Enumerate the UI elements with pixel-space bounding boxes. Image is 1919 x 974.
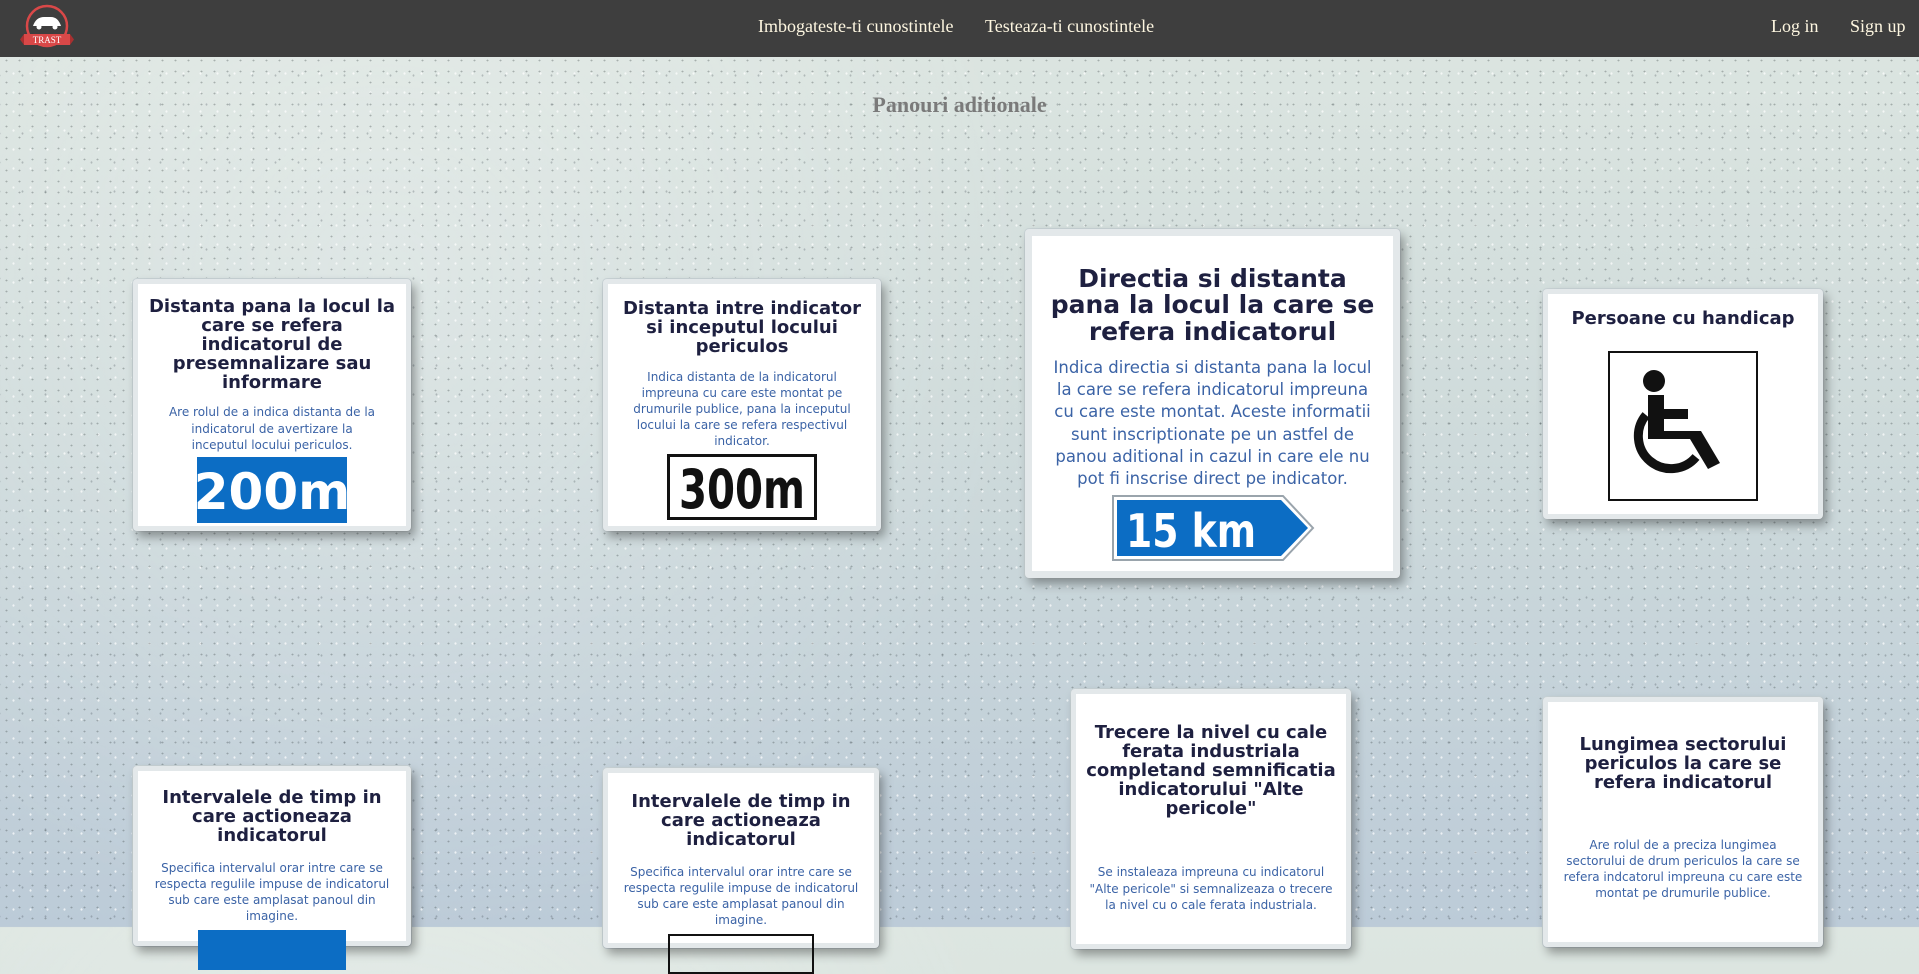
login-link[interactable]: Log in — [1771, 16, 1819, 36]
page-title: Panouri aditionale — [872, 92, 1047, 117]
card-description: Are rolul de a indica distanta de la indicatorul de avertizare la inceputul locului periculos. — [168, 405, 376, 452]
direction-distance-sign-image — [1111, 494, 1315, 562]
time-interval-sign-image — [668, 934, 814, 974]
card-title: Intervalele de timp in care actioneaza indicatorul — [631, 791, 851, 850]
card-description: Are rolul de a preciza lungimea sectorului de drum periculos la care se refera indcatorul impreuna cu care este montat pe drumurile publice. — [1563, 837, 1803, 901]
card-description: Specifica intervalul orar intre care se respecta regulile impuse de indicatorul sub care este amplasat panoul din imagine. — [623, 864, 859, 928]
card-title: Distanta pana la locul la care se refera indicatorul de presemnalizare sau informare — [148, 296, 396, 393]
distance-sign-image — [193, 457, 351, 523]
sign-card[interactable] — [1543, 697, 1823, 947]
signup-link[interactable]: Sign up — [1850, 16, 1906, 36]
card-title: Distanta intre indicator si inceputul locului periculos — [622, 298, 862, 357]
card-title: Trecere la nivel cu cale ferata industriala completand semnificatia indicatorului "Alte pericole" — [1086, 722, 1336, 819]
card-title: Directia si distanta pana la locul la care se refera indicatorul — [1050, 264, 1375, 346]
card-title: Lungimea sectorului periculos la care se refera indicatorul — [1579, 734, 1787, 793]
card-title: Intervalele de timp in care actioneaza indicatorul — [162, 787, 382, 846]
sign-card[interactable] — [1071, 689, 1351, 949]
sign-card[interactable] — [1025, 229, 1400, 578]
car-logo-icon[interactable] — [20, 4, 74, 50]
card-description: Se instaleaza impreuna cu indicatorul "Alte pericole" si semnalizeaza o trecere la nivel cu o cale ferata industriala. — [1089, 865, 1333, 912]
wheelchair-sign-image — [1608, 351, 1758, 501]
card-description: Indica directia si distanta pana la locul la care se refera indicatorul impreuna cu care este montat. Aceste informatii sunt inscriptionate pe un astfel de panou aditional in cazul in care ele nu pot fi inscrise direct pe indicator. — [1053, 357, 1372, 489]
sign-card[interactable] — [1543, 289, 1823, 519]
card-description: Indica distanta de la indicatorul impreuna cu care este montat pe drumurile publice, pana la inceputul locului la care se refera respectivul indicator. — [633, 369, 851, 449]
svg-text:15 km: 15 km — [1125, 504, 1256, 559]
sign-card[interactable] — [603, 768, 879, 948]
nav-link-learn[interactable]: Imbogateste-ti cunostintele — [758, 16, 954, 36]
distance-sign-image — [667, 454, 817, 520]
sign-card[interactable] — [603, 279, 881, 531]
card-description: Specifica intervalul orar intre care se respecta regulile impuse de indicatorul sub care este amplasat panoul din imagine. — [154, 860, 390, 924]
card-title: Persoane cu handicap — [1571, 308, 1795, 329]
sign-card[interactable] — [133, 279, 411, 531]
svg-text:300m: 300m — [679, 457, 805, 521]
svg-text:200m: 200m — [193, 463, 351, 522]
svg-text:TRAST: TRAST — [32, 35, 62, 45]
sign-card[interactable] — [133, 766, 411, 946]
nav-link-test[interactable]: Testeaza-ti cunostintele — [985, 16, 1155, 36]
top-navbar — [0, 0, 1919, 57]
time-interval-sign-image — [198, 930, 346, 970]
